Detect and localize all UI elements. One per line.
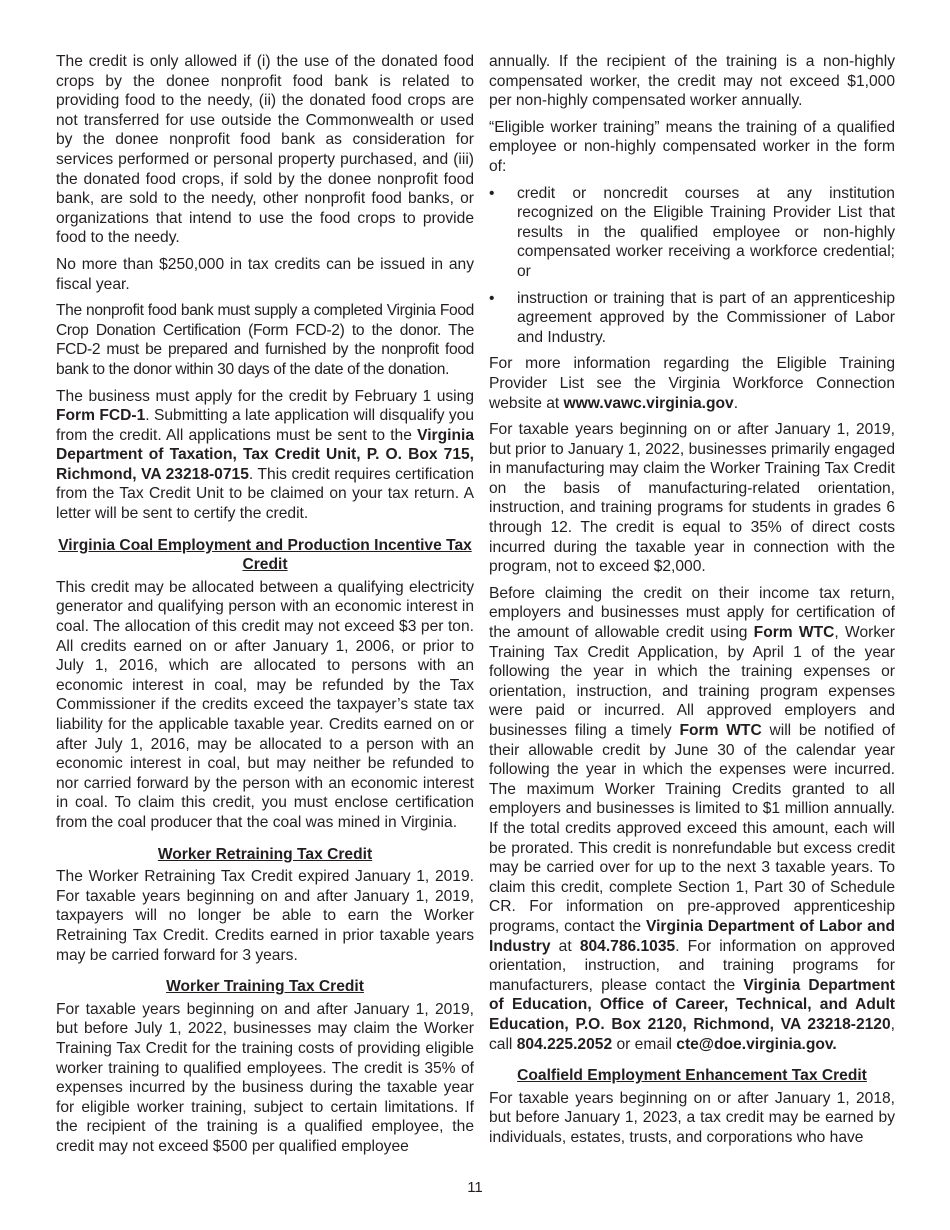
paragraph: The credit is only allowed if (i) the use of the donated food crops by the donee nonprofit food bank is related to providing food to the needy, (ii) the donated food crops are not transferred for use outside the Commonwealth or used by the donee nonprofit food bank as consideration for services performed or personal property purchased, and (iii) the donated food crops, if sold by the donee nonprofit food bank, are sold to the needy, other nonprofit food banks, or organizations that intend to use the food crops to provide food to the needy. [56,53,474,247]
section-heading-worker-training: Worker Training Tax Credit [166,978,364,996]
paragraph: No more than $250,000 in tax credits can be issued in any fiscal year. [56,255,474,293]
text-run: or email [612,1035,677,1053]
paragraph: annually. If the recipient of the training is a non-highly compensated worker, the credit may not exceed $1,000 per non-highly compensated worker annually. [489,53,895,110]
list-item [489,289,895,348]
text-run: will be notified of their allowable credit by June 30 of the calendar year following the year in which the expenses were incurred. The maximum Worker Training Credits granted to all employers and businesses is limited to $1 million annually. If the total credits approved exceed this amount, each will be prorated. This credit is nonrefundable but excess credit may be carried over for up to the next 3 taxable years. To claim this credit, complete Section 1, Part 30 of Schedule CR. For information on pre-approved apprenticeship programs, contact the [489,722,895,935]
email-link[interactable]: cte@doe.virginia.gov. [676,1035,837,1053]
section-heading-coal-employment: Virginia Coal Employment and Production Incentive Tax Credit [58,536,472,574]
section-heading-coalfield-employment: Coalfield Employment Enhancement Tax Credit [517,1067,867,1085]
list-item-text: instruction or training that is part of an apprenticeship agreement approved by the Commissioner of Labor and Industry. [517,289,895,346]
text-run: Before claiming the credit on their income tax return, employers and businesses must apply for certification of the amount of allowable credit using [489,584,895,642]
section-heading-worker-retraining: Worker Retraining Tax Credit [157,845,373,863]
paragraph [56,387,474,524]
right-column [489,52,895,1154]
list-item [489,184,895,282]
form-name: Form WTC [679,722,762,739]
text-run: , Worker Training Tax Credit Application, by April 1 of the year following the year in which the training expenses or orientation, instruction, and training program expenses were paid or incurred. All approved employers and businesses filing a timely [489,624,895,739]
bullet-icon: • [489,289,495,307]
text-run: . Submitting a late application will disqualify you from the credit. All applications must be sent to the [56,407,474,444]
website-link[interactable]: www.vawc.virginia.gov [563,394,734,412]
mailing-address: Virginia Department of Taxation, Tax Credit Unit, P. O. Box 715, Richmond, VA 23218-0715 [56,426,474,483]
phone-number: 804.786.1035 [579,937,676,955]
text-run: . [733,394,739,412]
bullet-icon: • [489,184,495,202]
text-run: The business must apply for the credit by February 1 using [56,387,474,405]
paragraph: For taxable years beginning on or after January 1, 2019, but prior to January 1, 2022, businesses primarily engaged in manufacturing may claim the Worker Training Tax Credit on the basis of manufacturing-related orientation, instruction, and training programs for students in grades 6 through 12. The credit is equal to 35% of direct costs incurred during the taxable year in connection with the program, not to exceed $2,000. [489,421,895,576]
paragraph: This credit may be allocated between a qualifying electricity generator and qualifying person with an economic interest in coal. The allocation of this credit may not exceed $3 per ton. All credits earned on or after January 1, 2006, or prior to July 1, 2016, which are allocated to persons with an economic interest in coal, may be refunded by the Tax Commissioner if the credits exceed the taxpayer’s state tax liability for the applicable taxable year. Credits earned on or after July 1, 2016, may be allocated to a person with an economic interest in coal, but may neither be refunded to nor carried forward by the person with an economic interest in coal. To claim this credit, you must enclose certification from the coal producer that the coal was mined in Virginia. [56,578,474,831]
form-name: Form WTC [753,624,835,642]
left-column [56,52,474,1163]
paragraph: For taxable years beginning on or after January 1, 2018, but before January 1, 2023, a tax credit may be earned by individuals, estates, trusts, and corporations who have [489,1089,895,1146]
text-run: . For information on approved orientation, instruction, and training programs for manufacturers, please contact the [489,937,896,994]
paragraph: The nonprofit food bank must supply a completed Virginia Food Crop Donation Certification (Form FCD-2) to the donor. The FCD-2 must be prepared and furnished by the nonprofit food bank to the donor within 30 days of the date of the donation. [56,302,474,378]
paragraph: The Worker Retraining Tax Credit expired January 1, 2019. For taxable years beginning on and after January 1, 2019, taxpayers will no longer be able to earn the Worker Retraining Tax Credit. Credits earned in prior taxable years may be carried forward for 3 years. [56,868,474,964]
paragraph [489,584,895,1054]
mailing-address: Virginia Department of Education, Office of Career, Technical, and Adult Education, P.O. Box 2120, Richmond, VA 23218-2120 [489,976,895,1033]
paragraph [489,354,895,413]
phone-number: 804.225.2052 [516,1035,613,1053]
text-run: For more information regarding the Eligible Training Provider List see the Virginia Workforce Connection website at [489,355,895,412]
text-run: . This credit requires certification from the Tax Credit Unit to be claimed on your tax return. A letter will be sent to certify the credit. [56,465,474,523]
bullet-list [489,184,895,348]
paragraph: For taxable years beginning on and after January 1, 2019, but before July 1, 2022, businesses may claim the Worker Training Tax Credit for the training costs of providing eligible worker training to qualified employees. The credit is 35% of expenses incurred by the business during the taxable year for eligible worker training, subject to certain limitations. If the recipient of the training is a qualified employee, the credit may not exceed $500 per qualified employee [56,1000,474,1155]
agency-name: Virginia Department of Labor and Industry [489,917,895,955]
paragraph: “Eligible worker training” means the training of a qualified employee or non-highly compensated worker in the form of: [489,118,895,175]
page-number: 11 [467,1179,483,1196]
list-item-text: credit or noncredit courses at any institution recognized on the Eligible Training Provider List that results in the qualified employee or non-highly compensated worker receiving a workforce credential; or [517,184,895,280]
text-run: , call [489,1015,895,1053]
text-run: at [550,937,580,955]
form-name: Form FCD-1 [56,407,146,425]
